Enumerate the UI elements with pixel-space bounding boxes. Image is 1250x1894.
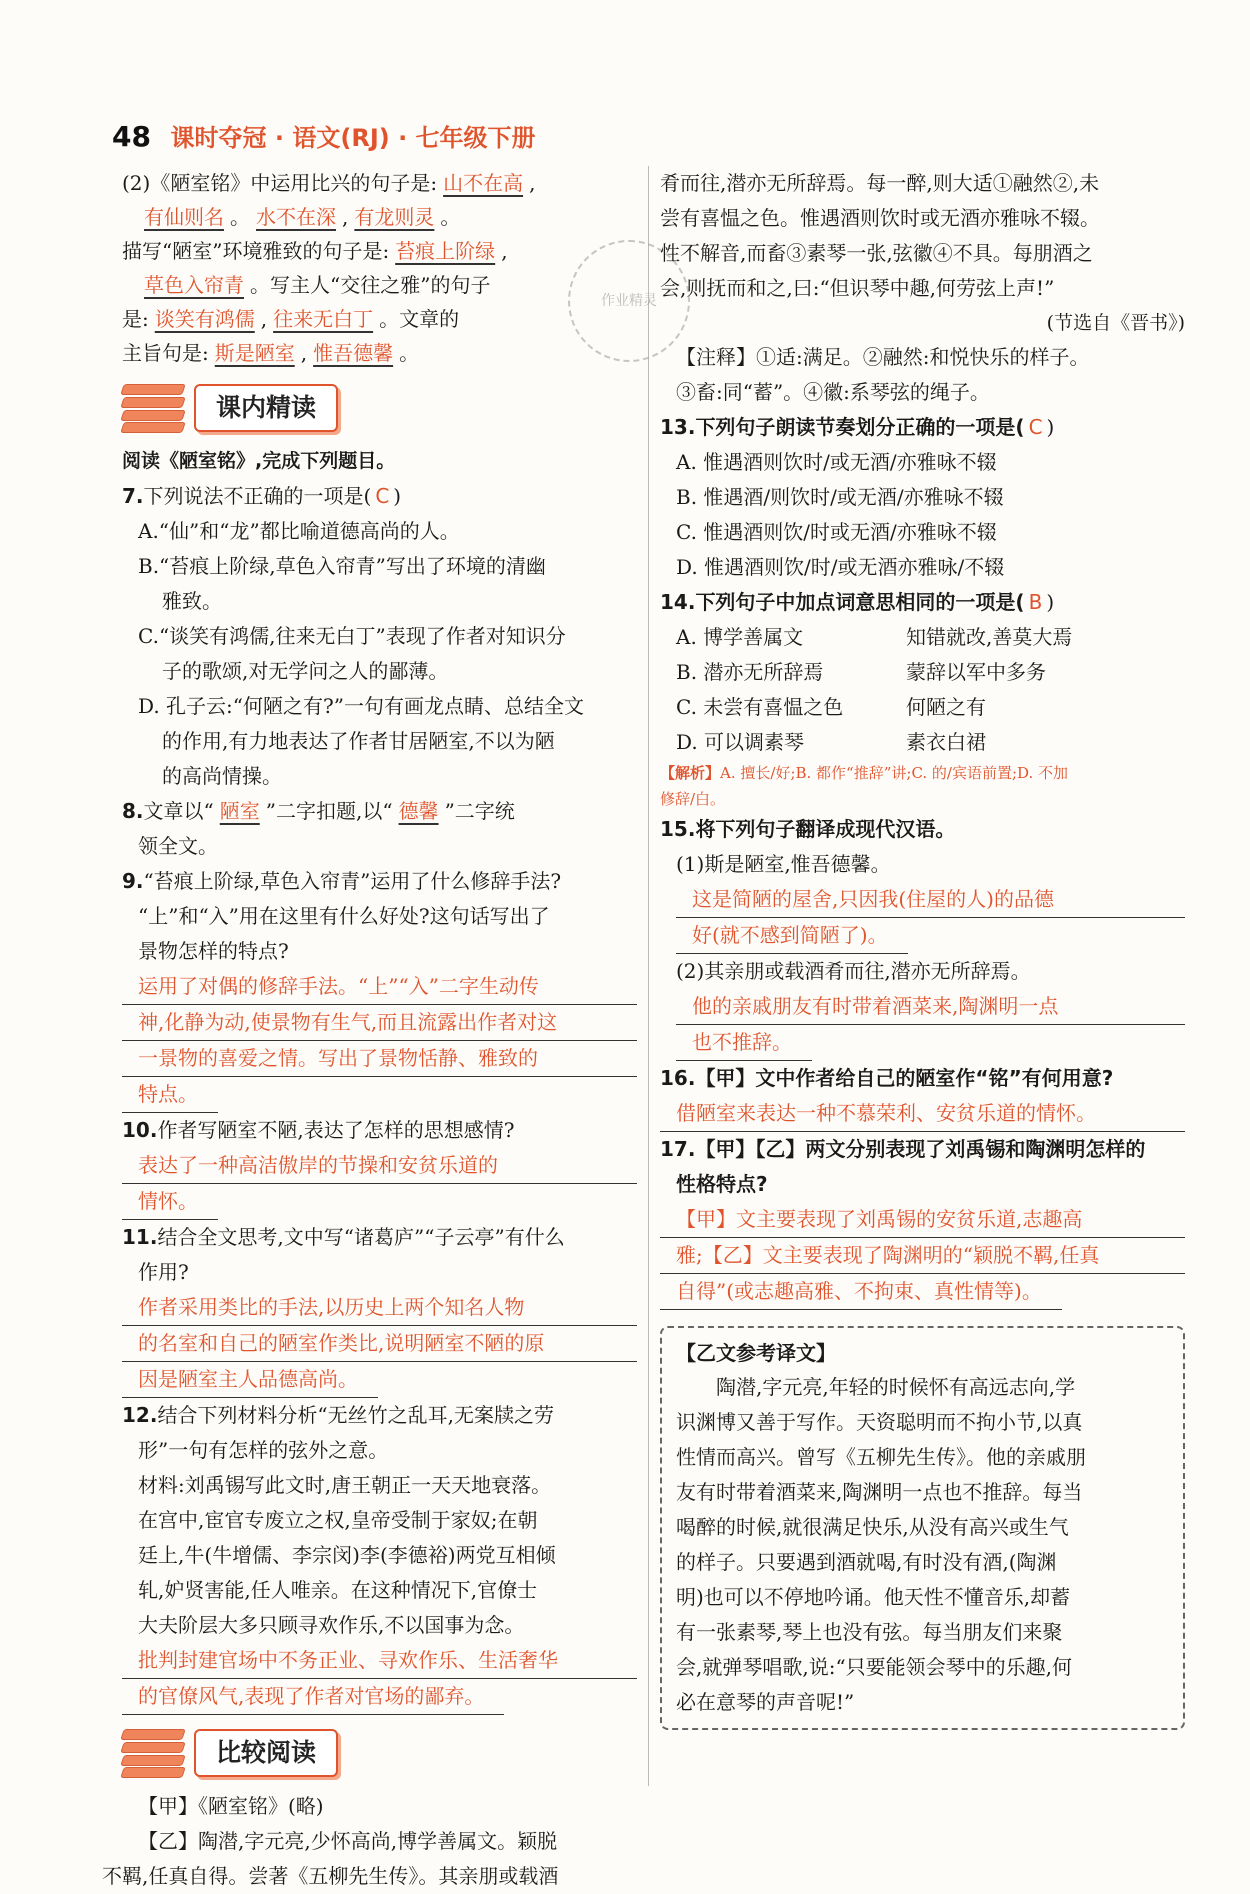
analysis-text: A. 擅长/好;B. 都作“推辞”讲;C. 的/宾语前置;D. 不加: [720, 764, 1069, 782]
answer-line: 因是陋室主人品德高尚。: [122, 1362, 378, 1398]
box-line: 性情而高兴。曾写《五柳先生传》。他的亲戚朋: [676, 1445, 1086, 1469]
reading-intro: 阅读《陋室铭》,完成下列题目。: [122, 450, 396, 472]
q-text: 下列说法不正确的一项是(: [143, 484, 372, 508]
column-divider: [648, 166, 649, 1786]
answer-blank: 往来无白丁: [273, 307, 374, 331]
passage-line: 尝有喜愠之色。惟遇酒则饮时或无酒亦雅咏不辍。: [660, 206, 1100, 230]
q-number: 8.: [122, 799, 144, 823]
answer-text: [660, 989, 1185, 1061]
q-number: 17.: [660, 1137, 696, 1161]
q-text: 结合全文思考,文中写“诸葛庐”“子云亭”有什么: [157, 1225, 565, 1249]
q-number: 14.: [660, 590, 696, 614]
box-line: 识渊博又善于写作。天资聪明而不拘小节,以真: [676, 1410, 1083, 1434]
question-15: [660, 812, 1185, 1061]
q-text: 将下列句子翻译成现代汉语。: [695, 817, 956, 841]
option: A. 惟遇酒则饮时/或无酒/亦雅咏不辍: [676, 450, 997, 474]
analysis: [660, 760, 1185, 786]
q-text: 结合下列材料分析“无丝竹之乱耳,无案牍之劳: [157, 1403, 555, 1427]
option-left: A. 博学善属文: [676, 625, 804, 649]
q-text: 文章以“: [143, 799, 214, 823]
option: 的高尚情操。: [162, 764, 282, 788]
answer-blank: 陋室: [219, 799, 260, 823]
box-title: 【乙文参考译文】: [676, 1341, 836, 1365]
option: B. 惟遇酒/则饮时/或无酒/亦雅咏不辍: [676, 485, 1004, 509]
passage-yi: 【乙】陶潜,字元亮,少怀高尚,博学善属文。颖脱: [138, 1829, 558, 1853]
answer-blank: 苔痕上阶绿: [395, 239, 496, 263]
q-text: 【甲】文中作者给自己的陋室作“铭”有何用意?: [695, 1066, 1114, 1090]
question-10: [122, 1113, 637, 1220]
notes-line: 【注释】①适:满足。②融然:和悦快乐的样子。: [676, 345, 1090, 369]
option: C.“谈笑有鸿儒,往来无白丁”表现了作者对知识分: [138, 624, 566, 648]
answer-line: 他的亲戚朋友有时带着酒菜来,陶渊明一点: [676, 989, 1185, 1025]
question-13: [660, 410, 1185, 585]
option-left: B. 潜亦无所辞焉: [676, 660, 824, 684]
q2-text: 。: [399, 341, 420, 365]
passage-jia: 【甲】《陋室铭》(略): [138, 1794, 324, 1818]
analysis-text: 修辞/白。: [660, 790, 726, 808]
q-text: 景物怎样的特点?: [138, 939, 289, 963]
option: 子的歌颂,对无学问之人的鄙薄。: [162, 659, 449, 683]
q-number: 9.: [122, 869, 144, 893]
notes-line: ③畜:同“蓄”。④徽:系琴弦的绳子。: [676, 380, 990, 404]
q2-text: 。: [440, 205, 461, 229]
question-11: [122, 1220, 637, 1398]
option: A.“仙”和“龙”都比喻道德高尚的人。: [138, 519, 460, 543]
q-text: ): [1046, 590, 1055, 614]
question-12: [122, 1398, 637, 1715]
option-row: [660, 690, 1185, 725]
option: 的作用,有力地表达了作者甘居陋室,不以为陋: [162, 729, 555, 753]
material-text: 廷上,牛(牛增儒、李宗闵)李(李德裕)两党互相倾: [138, 1543, 556, 1567]
watermark-stamp: 作业精灵: [568, 240, 690, 362]
question-9: [122, 864, 637, 1113]
books-icon: [122, 1729, 184, 1777]
answer-line: 的名室和自己的陋室作类比,说明陋室不陋的原: [122, 1326, 637, 1362]
answer-line: 好(就不感到简陋了)。: [676, 918, 908, 954]
q2-text: ,: [300, 341, 308, 365]
page-header: [112, 118, 536, 153]
box-line: 必在意琴的声音呢!”: [676, 1690, 855, 1714]
q-number: 10.: [122, 1118, 158, 1142]
q2-text: 是:: [122, 307, 149, 331]
q2-text: ,: [529, 171, 536, 195]
question-17: [660, 1132, 1185, 1310]
box-line: 的样子。只要遇到酒就喝,有时没有酒,(陶渊: [676, 1550, 1057, 1574]
answer-text: [122, 1290, 637, 1398]
answer-blank: 德馨: [398, 799, 439, 823]
q-number: 15.: [660, 817, 696, 841]
answer-line: 这是简陋的屋舍,只因我(住屋的人)的品德: [676, 882, 1185, 918]
q-number: 13.: [660, 415, 696, 439]
box-line: 会,就弹琴唱歌,说:“只要能领会琴中的乐趣,何: [676, 1655, 1073, 1679]
answer-choice: C: [375, 484, 390, 508]
answer-line: 【甲】文主要表现了刘禹锡的安贫乐道,志趣高: [660, 1202, 1185, 1238]
option: 雅致。: [162, 589, 222, 613]
answer-line: 也不推辞。: [676, 1025, 812, 1061]
option-right: 知错就改,善莫大焉: [906, 625, 1073, 649]
books-icon: [122, 384, 184, 432]
q2-text: 描写“陋室”环境雅致的句子是:: [122, 239, 390, 263]
q-text: “苔痕上阶绿,草色入帘青”运用了什么修辞手法?: [143, 869, 562, 893]
answer-blank: 草色入帘青: [144, 273, 244, 297]
q2-text: (2)《陋室铭》中运用比兴的句子是:: [122, 171, 438, 195]
answer-text: [660, 882, 1185, 954]
q2-text: ,: [342, 205, 349, 229]
q-text: (2)其亲朋或载酒肴而往,潜亦无所辞焉。: [676, 959, 1031, 983]
answer-text: [660, 1096, 1185, 1132]
answer-blank: 谈笑有鸿儒: [154, 307, 255, 331]
q-text: ”二字扣题,以“: [265, 799, 393, 823]
answer-line: 雅;【乙】文主要表现了陶渊明的“颖脱不羁,任真: [660, 1238, 1185, 1274]
material-text: 轧,妒贤害能,任人唯亲。在这种情况下,官僚士: [138, 1578, 538, 1602]
left-column: [102, 166, 637, 1894]
box-line: 喝醉的时候,就很满足快乐,从没有高兴或生气: [676, 1515, 1069, 1539]
passage-yi: 不羁,任真自得。尝著《五柳先生传》。其亲朋或载酒: [102, 1864, 559, 1888]
option-right: 素衣白裙: [906, 730, 986, 754]
option: B.“苔痕上阶绿,草色入帘青”写出了环境的清幽: [138, 554, 546, 578]
option: C. 惟遇酒则饮/时或无酒/亦雅咏不辍: [676, 520, 997, 544]
q-text: (1)斯是陋室,惟吾德馨。: [676, 852, 891, 876]
section-banner-compare: [122, 1725, 637, 1781]
answer-choice: B: [1028, 590, 1043, 614]
question-16: [660, 1061, 1185, 1132]
option-left: D. 可以调素琴: [676, 730, 805, 754]
answer-text: [660, 1202, 1185, 1310]
answer-blank: 斯是陋室: [214, 341, 295, 365]
option-row: [660, 620, 1185, 655]
box-line: 陶潜,字元亮,年轻的时候怀有高远志向,学: [716, 1375, 1076, 1399]
answer-line: 情怀。: [122, 1184, 218, 1220]
option: D. 惟遇酒则饮/时/或无酒亦雅咏/不辍: [676, 555, 1005, 579]
question-8: [122, 794, 637, 864]
q-number: 11.: [122, 1225, 158, 1249]
q-text: 性格特点?: [676, 1172, 768, 1196]
q-text: 领全文。: [138, 834, 218, 858]
answer-line: 神,化静为动,使景物有生气,而且流露出作者对这: [122, 1005, 637, 1041]
q-text: 下列句子中加点词意思相同的一项是(: [695, 590, 1025, 614]
analysis-label: 【解析】: [660, 764, 721, 782]
material-text: 大夫阶层大多只顾寻欢作乐,不以国事为念。: [138, 1613, 525, 1637]
q2-text: ,: [501, 239, 508, 263]
page-number: 48: [112, 120, 151, 153]
option-left: C. 未尝有喜愠之色: [676, 695, 844, 719]
q2-text: ,: [260, 307, 268, 331]
question-14: [660, 585, 1185, 812]
q-text: 作用?: [138, 1260, 189, 1284]
answer-line: 自得”(或志趣高雅、不拘束、真性情等)。: [660, 1274, 1062, 1310]
answer-blank: 山不在高: [443, 171, 524, 195]
answer-text: [122, 1148, 637, 1220]
answer-blank: 有仙则名: [144, 205, 224, 229]
q2-text: 。写主人“交往之雅”的句子: [250, 273, 491, 297]
box-line: 友有时带着酒菜来,陶渊明一点也不推辞。每当: [676, 1480, 1083, 1504]
passage-line: 肴而往,潜亦无所辞焉。每一醉,则大适①融然②,未: [660, 171, 1100, 195]
q-text: ): [393, 484, 402, 508]
section-title: 课内精读: [194, 384, 338, 432]
box-line: 明)也可以不停地吟诵。他天性不懂音乐,却蓄: [676, 1585, 1071, 1609]
option: D. 孔子云:“何陋之有?”一句有画龙点睛、总结全文: [138, 694, 584, 718]
passage-continued: [660, 166, 1185, 410]
question-2: [122, 166, 637, 370]
answer-line: 运用了对偶的修辞手法。“上”“入”二字生动传: [122, 969, 637, 1005]
answer-blank: 水不在深: [256, 205, 336, 229]
q-number: 12.: [122, 1403, 158, 1427]
material-text: 在宫中,宦官专废立之权,皇帝受制于家奴;在朝: [138, 1508, 538, 1532]
section-banner-in-class: [122, 380, 637, 436]
q-text: ”二字统: [444, 799, 515, 823]
answer-line: 特点。: [122, 1077, 218, 1113]
material-text: 材料:刘禹锡写此文时,唐王朝正一天天地衰落。: [138, 1473, 552, 1497]
q-text: 【甲】【乙】两文分别表现了刘禹锡和陶渊明怎样的: [695, 1137, 1146, 1161]
passage-line: 性不解音,而畜③素琴一张,弦徽④不具。每朋酒之: [660, 241, 1093, 265]
q2-text: 主旨句是:: [122, 341, 209, 365]
answer-line: 一景物的喜爱之情。写出了景物恬静、雅致的: [122, 1041, 637, 1077]
right-column: [660, 166, 1185, 1730]
option-row: [660, 655, 1185, 690]
q-number: 7.: [122, 484, 144, 508]
answer-line: 表达了一种高洁傲岸的节操和安贫乐道的: [122, 1148, 637, 1184]
q-text: 形”一句有怎样的弦外之意。: [138, 1438, 389, 1462]
answer-text: [122, 969, 637, 1113]
book-title: 课时夺冠 · 语文(RJ) · 七年级下册: [170, 124, 536, 152]
q-number: 16.: [660, 1066, 696, 1090]
answer-line: 批判封建官场中不务正业、寻欢作乐、生活奢华: [122, 1643, 637, 1679]
passage-line: 会,则抚而和之,曰:“但识琴中趣,何劳弦上声!”: [660, 276, 1055, 300]
answer-blank: 惟吾德馨: [313, 341, 394, 365]
answer-line: 借陋室来表达一种不慕荣利、安贫乐道的情怀。: [660, 1096, 1185, 1132]
q2-text: 。: [230, 205, 250, 229]
box-line: 有一张素琴,琴上也没有弦。每当朋友们来聚: [676, 1620, 1063, 1644]
q-text: 作者写陋室不陋,表达了怎样的思想感情?: [157, 1118, 515, 1142]
answer-blank: 有龙则灵: [354, 205, 435, 229]
option-right: 何陋之有: [906, 695, 986, 719]
q-text: 下列句子朗读节奏划分正确的一项是(: [695, 415, 1025, 439]
answer-line: 的官僚风气,表现了作者对官场的鄙弃。: [122, 1679, 504, 1715]
answer-line: 作者采用类比的手法,以历史上两个知名人物: [122, 1290, 637, 1326]
passage-source: (节选自《晋书》): [1046, 312, 1185, 334]
answer-text: [122, 1643, 637, 1715]
option-right: 蒙辞以军中多务: [906, 660, 1046, 684]
option-row: [660, 725, 1185, 760]
question-7: [122, 479, 637, 794]
q-text: “上”和“入”用在这里有什么好处?这句话写出了: [138, 904, 550, 928]
answer-choice: C: [1028, 415, 1043, 439]
section-title: 比较阅读: [194, 1729, 338, 1777]
q-text: ): [1046, 415, 1055, 439]
q2-text: 。文章的: [379, 307, 460, 331]
translation-box: [660, 1326, 1185, 1730]
